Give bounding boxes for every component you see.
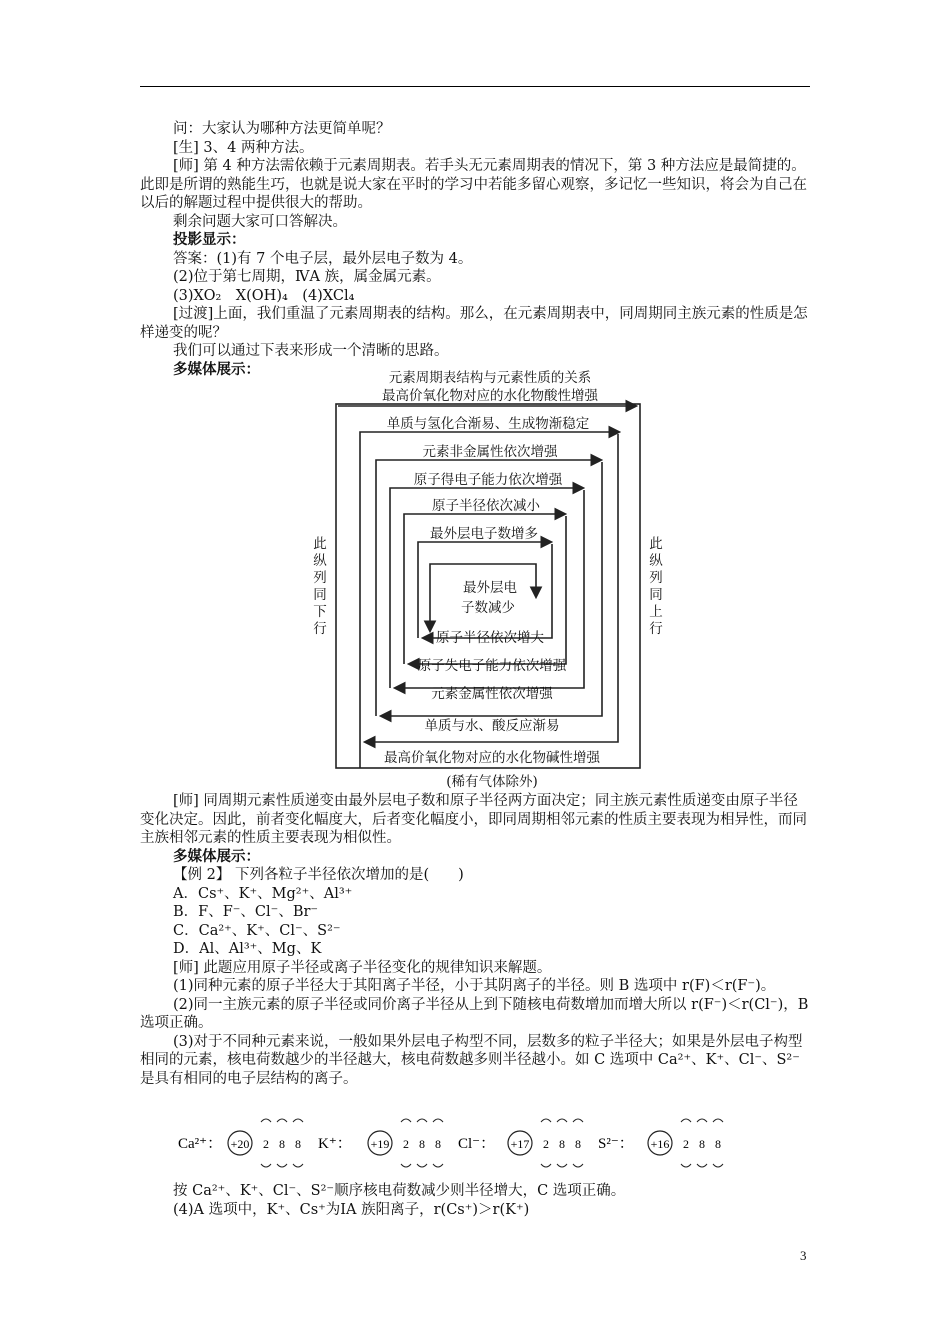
heading-multimedia-2: 多媒体展示： <box>173 847 260 865</box>
shell-arc-bottom <box>277 1164 287 1167</box>
shell-electron-count: 8 <box>699 1137 705 1151</box>
label-gain-electron: 原子得电子能力依次增强 <box>413 472 563 488</box>
heading-projection: 投影显示： <box>173 231 246 248</box>
ion-structure <box>318 1119 443 1167</box>
top-text-block <box>140 120 810 379</box>
para-student: [生] 3、4 两种方法。 <box>173 139 314 156</box>
para-remaining: 剩余问题大家可口答解决。 <box>173 213 347 230</box>
para-table-intro: 我们可以通过下表来形成一个清晰的思路。 <box>173 343 449 359</box>
label-base: 最高价氧化物对应的水化物碱性增强 <box>384 750 600 766</box>
label-right-side: 此纵列同上行 <box>649 536 663 637</box>
label-metal: 元素金属性依次增强 <box>431 686 553 702</box>
header-rule <box>140 86 810 87</box>
example-2-question: 【例 2】 下列各粒子半径依次增加的是( ) <box>173 867 464 883</box>
para-rule-3: (3)对于不同种元素来说，一般如果外层电子构型不同，层数多的粒子半径大；如果是外层电子构型相同的元素，核电荷数越少的半径越大，核电荷数越多则半径越小。如 C 选项中 Ca²⁺、K⁺、Cl⁻、S²⁻是具有相同的电子层结构的离子。 <box>140 1033 803 1087</box>
shell-arc-top <box>557 1119 567 1122</box>
shell-arc-bottom <box>433 1164 443 1167</box>
heading-multimedia-1: 多媒体展示： <box>173 360 260 378</box>
ion-structure-diagrams <box>170 1108 730 1176</box>
shell-arc-bottom <box>417 1164 427 1167</box>
shell-electron-count: 8 <box>715 1137 721 1151</box>
shell-arc-top <box>573 1119 583 1122</box>
shell-electron-count: 8 <box>559 1137 565 1151</box>
mid-text-block <box>140 792 810 1088</box>
shell-arc-bottom <box>293 1164 303 1167</box>
page-number: 3 <box>800 1248 807 1263</box>
shell-arc-top <box>293 1119 303 1122</box>
shell-electron-count: 2 <box>543 1137 549 1151</box>
shell-arc-bottom <box>697 1164 707 1167</box>
label-hydride: 单质与氢化合渐易、生成物渐稳定 <box>386 416 590 432</box>
option-d: D．Al、Al³⁺、Mg、K <box>173 941 322 957</box>
ion-symbol: S²⁻： <box>598 1136 634 1152</box>
ion-structure <box>458 1119 583 1167</box>
nuclear-charge: +20 <box>230 1137 250 1151</box>
nuclear-charge: +17 <box>510 1137 530 1151</box>
label-nonmetal: 元素非金属性依次增强 <box>422 444 558 460</box>
ion-symbol: K⁺： <box>318 1136 352 1152</box>
shell-electron-count: 2 <box>403 1137 409 1151</box>
periodic-relationship-diagram <box>300 368 680 790</box>
shell-arc-top <box>417 1119 427 1122</box>
para-answer-2: (2)位于第七周期，ⅣA 族，属金属元素。 <box>173 269 441 285</box>
shell-arc-bottom <box>261 1164 271 1167</box>
para-question: 问：大家认为哪种方法更简单呢？ <box>173 121 391 137</box>
shell-arc-top <box>713 1119 723 1122</box>
shell-electron-count: 2 <box>263 1137 269 1151</box>
shell-electron-count: 8 <box>279 1137 285 1151</box>
para-answer: 答案：(1)有 7 个电子层，最外层电子数为 4。 <box>173 250 473 267</box>
shell-arc-top <box>261 1119 271 1122</box>
para-analysis-a: (4)A 选项中，K⁺、Cs⁺为ⅠA 族阳离子，r(Cs⁺)＞r(K⁺) <box>173 1201 530 1218</box>
bottom-text-block <box>140 1182 810 1219</box>
shell-arc-top <box>277 1119 287 1122</box>
shell-arc-bottom <box>573 1164 583 1167</box>
para-rule-2: (2)同一主族元素的原子半径或同价离子半径从上到下随核电荷数增加而增大所以 r(F⁻)＜r(Cl⁻)，B 选项正确。 <box>140 996 809 1031</box>
label-acid: 最高价氧化物对应的水化物酸性增强 <box>382 388 598 404</box>
para-answer-3: (3)XO₂ X(OH)₄ (4)XCl₄ <box>173 287 355 304</box>
para-teacher-1: [师] 第 4 种方法需依赖于元素周期表。若手头无元素周期表的情况下，第 3 种方法应是最简捷的。此即是所谓的熟能生巧，也就是说大家在平时的学习中若能多留心观察，多记忆一些知识，将会为自己在以后的解题过程中提供很大的帮助。 <box>140 158 807 211</box>
para-conclusion-c: 按 Ca²⁺、K⁺、Cl⁻、S²⁻顺序核电荷数减少则半径增大，C 选项正确。 <box>173 1183 626 1199</box>
option-b: B．F、F⁻、Cl⁻、Br⁻ <box>173 904 319 920</box>
ion-structure-svg <box>170 1108 730 1176</box>
shell-electron-count: 8 <box>575 1137 581 1151</box>
shell-electron-count: 8 <box>435 1137 441 1151</box>
shell-arc-bottom <box>681 1164 691 1167</box>
label-water-acid: 单质与水、酸反应渐易 <box>424 718 560 734</box>
shell-arc-top <box>433 1119 443 1122</box>
shell-arc-top <box>697 1119 707 1122</box>
label-noble-gas-note: (稀有气体除外) <box>446 774 538 790</box>
label-lose-electron: 原子失电子能力依次增强 <box>417 658 567 674</box>
diagram-svg <box>300 368 680 790</box>
shell-arc-bottom <box>557 1164 567 1167</box>
label-outer-decrease-1: 最外层电 <box>463 580 517 596</box>
ion-structure <box>178 1119 303 1167</box>
para-rule-1: (1)同种元素的原子半径大于其阳离子半径，小于其阴离子的半径。则 B 选项中 r(F)＜r(F⁻)。 <box>173 978 776 994</box>
para-teacher-2: [师] 同周期元素性质递变由最外层电子数和原子半径两方面决定；同主族元素性质递变由原子半径变化决定。因此，前者变化幅度大，后者变化幅度小，即同周期相邻元素的性质主要表现为相异性，而同主族相邻元素的性质主要表现为相似性。 <box>140 793 807 846</box>
ion-symbol: Ca²⁺： <box>178 1136 223 1152</box>
shell-arc-top <box>401 1119 411 1122</box>
diagram-title: 元素周期表结构与元素性质的关系 <box>388 370 592 386</box>
label-radius-decrease: 原子半径依次减小 <box>432 498 540 514</box>
label-outer-decrease-2: 子数减少 <box>461 600 515 616</box>
para-transition: [过渡]上面，我们重温了元素周期表的结构。那么，在元素周期表中，同周期同主族元素的性质是怎样递变的呢？ <box>140 306 808 341</box>
nuclear-charge: +19 <box>370 1137 390 1151</box>
label-outer-increase: 最外层电子数增多 <box>430 526 538 542</box>
shell-electron-count: 8 <box>419 1137 425 1151</box>
shell-arc-top <box>681 1119 691 1122</box>
ion-structure <box>598 1119 723 1167</box>
shell-electron-count: 2 <box>683 1137 689 1151</box>
shell-arc-bottom <box>713 1164 723 1167</box>
shell-arc-top <box>541 1119 551 1122</box>
option-c: C．Ca²⁺、K⁺、Cl⁻、S²⁻ <box>173 922 341 939</box>
shell-electron-count: 8 <box>295 1137 301 1151</box>
label-left-side: 此纵列同下行 <box>313 536 327 637</box>
shell-arc-bottom <box>401 1164 411 1167</box>
ion-symbol: Cl⁻： <box>458 1136 496 1152</box>
option-a: A．Cs⁺、K⁺、Mg²⁺、Al³⁺ <box>173 885 353 902</box>
shell-arc-bottom <box>541 1164 551 1167</box>
para-teacher-3: [师] 此题应用原子半径或离子半径变化的规律知识来解题。 <box>173 959 552 976</box>
label-radius-increase: 原子半径依次增大 <box>436 630 544 646</box>
nuclear-charge: +16 <box>650 1137 670 1151</box>
